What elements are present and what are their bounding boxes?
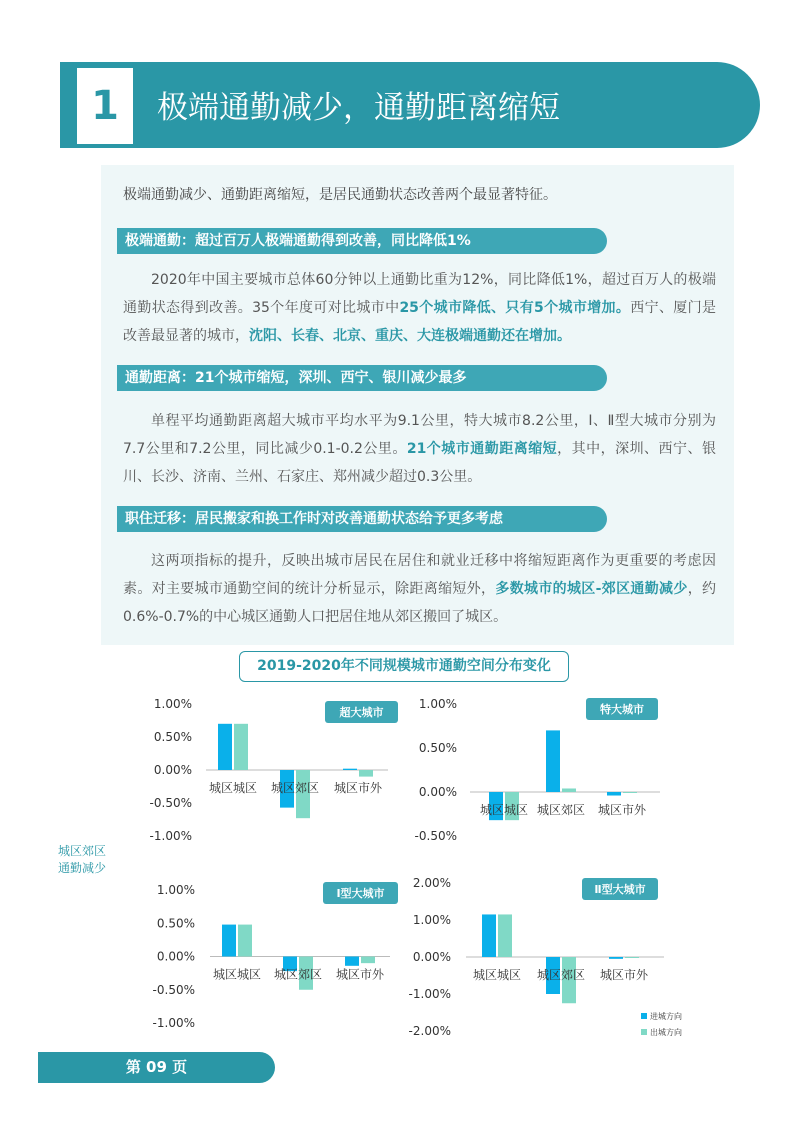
body-text: ，其中，深圳、西宁、银川、长沙、济南、兰州、石家庄、郑州减少超过0.3公里。 xyxy=(123,441,716,485)
category-label: 城区郊区 xyxy=(536,803,586,817)
category-label: 城区市外 xyxy=(335,967,385,982)
category-label: 城区市外 xyxy=(599,968,649,982)
chart-title: 超大城市 xyxy=(339,706,384,719)
side-annotation-line: 城区郊区 xyxy=(58,844,107,858)
y-tick-label: -0.50% xyxy=(414,829,457,843)
side-annotation-line: 通勤减少 xyxy=(58,861,107,875)
bar-outbound xyxy=(361,957,375,964)
legend-swatch-outbound xyxy=(641,1029,647,1035)
heading-job-housing-migration: 职住迁移：居民搬家和换工作时对改善通勤状态给予更多考虑 xyxy=(117,506,607,532)
category-label: 城区城区 xyxy=(472,968,522,982)
bar-inbound xyxy=(609,957,623,959)
y-tick-label: 0.50% xyxy=(418,741,457,755)
bar-outbound xyxy=(359,770,373,777)
bar-outbound xyxy=(238,925,252,957)
y-tick-label: -0.50% xyxy=(152,982,195,997)
page-number: 第 09 页 xyxy=(125,1058,188,1076)
category-label: 城区郊区 xyxy=(273,967,323,982)
section-title: 极端通勤减少，通勤距离缩短 xyxy=(157,90,560,126)
legend-swatch-inbound xyxy=(641,1013,647,1019)
bar-inbound xyxy=(546,730,560,792)
y-tick-label: 1.00% xyxy=(153,697,192,711)
y-tick-label: 2.00% xyxy=(412,876,451,890)
bar-inbound xyxy=(222,925,236,957)
y-tick-label: 0.00% xyxy=(153,763,192,777)
bar-inbound xyxy=(218,724,232,770)
category-label: 城区城区 xyxy=(212,967,262,982)
category-label: 城区郊区 xyxy=(270,781,320,795)
chart-title: 特大城市 xyxy=(600,703,644,716)
y-tick-label: -0.50% xyxy=(149,796,192,810)
category-label: 城区市外 xyxy=(333,781,383,795)
y-tick-label: -1.00% xyxy=(152,1016,195,1030)
category-label: 城区郊区 xyxy=(536,968,586,982)
body-text: 2020年中国主要城市总体60分钟以上通勤比重为12%，同比降低1%，超过百万人的极端通勤状态得到改善。35个年度可对比城市中 xyxy=(123,272,716,316)
heading-commute-distance: 通勤距离：21个城市缩短，深圳、西宁、银川减少最多 xyxy=(117,365,607,391)
body-text: 西宁、厦门是改善最显著的城市， xyxy=(123,300,716,344)
bar-inbound xyxy=(343,769,357,770)
legend-label-inbound: 进城方向 xyxy=(650,1012,682,1021)
body-text: 单程平均通勤距离超大城市平均水平为9.1公里，特大城市8.2公里，Ⅰ、Ⅱ型大城市分别为7.7公里和7.2公里，同比减少0.1-0.2公里。 xyxy=(123,413,716,457)
chart-title: Ⅱ型大城市 xyxy=(594,883,646,896)
category-label: 城区城区 xyxy=(479,803,529,817)
y-tick-label: 0.00% xyxy=(412,950,451,964)
bar-outbound xyxy=(562,788,576,792)
highlight-text: 25个城市降低、只有5个城市增加。 xyxy=(399,300,631,316)
bar-inbound xyxy=(607,792,621,796)
y-tick-label: -1.00% xyxy=(149,829,192,843)
body-text: ，约0.6%-0.7%的中心城区通勤人口把居住地从郊区搬回了城区。 xyxy=(123,581,717,625)
y-tick-label: 1.00% xyxy=(418,697,457,711)
category-label: 城区市外 xyxy=(597,803,647,817)
bar-inbound xyxy=(345,957,359,966)
legend-label-outbound: 出城方向 xyxy=(650,1028,682,1037)
y-tick-label: 0.00% xyxy=(418,785,457,799)
bar-outbound xyxy=(234,724,248,770)
body-text: 这两项指标的提升，反映出城市居民在居住和就业迁移中将缩短距离作为更重要的考虑因素。对主要城市通勤空间的统计分析显示，除距离缩短外， xyxy=(123,553,716,597)
highlight-text: 21个城市通勤距离缩短 xyxy=(406,441,558,457)
bar-outbound xyxy=(623,792,637,793)
category-label: 城区城区 xyxy=(208,781,258,795)
y-tick-label: 0.00% xyxy=(156,949,195,964)
y-tick-label: -2.00% xyxy=(408,1024,451,1038)
bar-outbound xyxy=(625,957,639,958)
chart-title: Ⅰ型大城市 xyxy=(336,887,385,900)
intro-text: 极端通勤减少、通勤距离缩短，是居民通勤状态改善两个最显著特征。 xyxy=(123,187,557,203)
bar-inbound xyxy=(482,914,496,957)
bar-outbound xyxy=(498,914,512,957)
y-tick-label: 1.00% xyxy=(412,913,451,927)
highlight-text: 多数城市的城区-郊区通勤减少 xyxy=(495,581,688,597)
y-tick-label: 1.00% xyxy=(156,883,195,897)
heading-extreme-commute: 极端通勤：超过百万人极端通勤得到改善，同比降低1% xyxy=(117,228,607,254)
y-tick-label: -1.00% xyxy=(408,987,451,1001)
section-number: 1 xyxy=(91,83,119,129)
highlight-text: 沈阳、长春、北京、重庆、大连极端通勤还在增加。 xyxy=(249,328,571,344)
charts-title: 2019-2020年不同规模城市通勤空间分布变化 xyxy=(239,651,569,682)
y-tick-label: 0.50% xyxy=(153,730,192,744)
y-tick-label: 0.50% xyxy=(156,916,195,931)
